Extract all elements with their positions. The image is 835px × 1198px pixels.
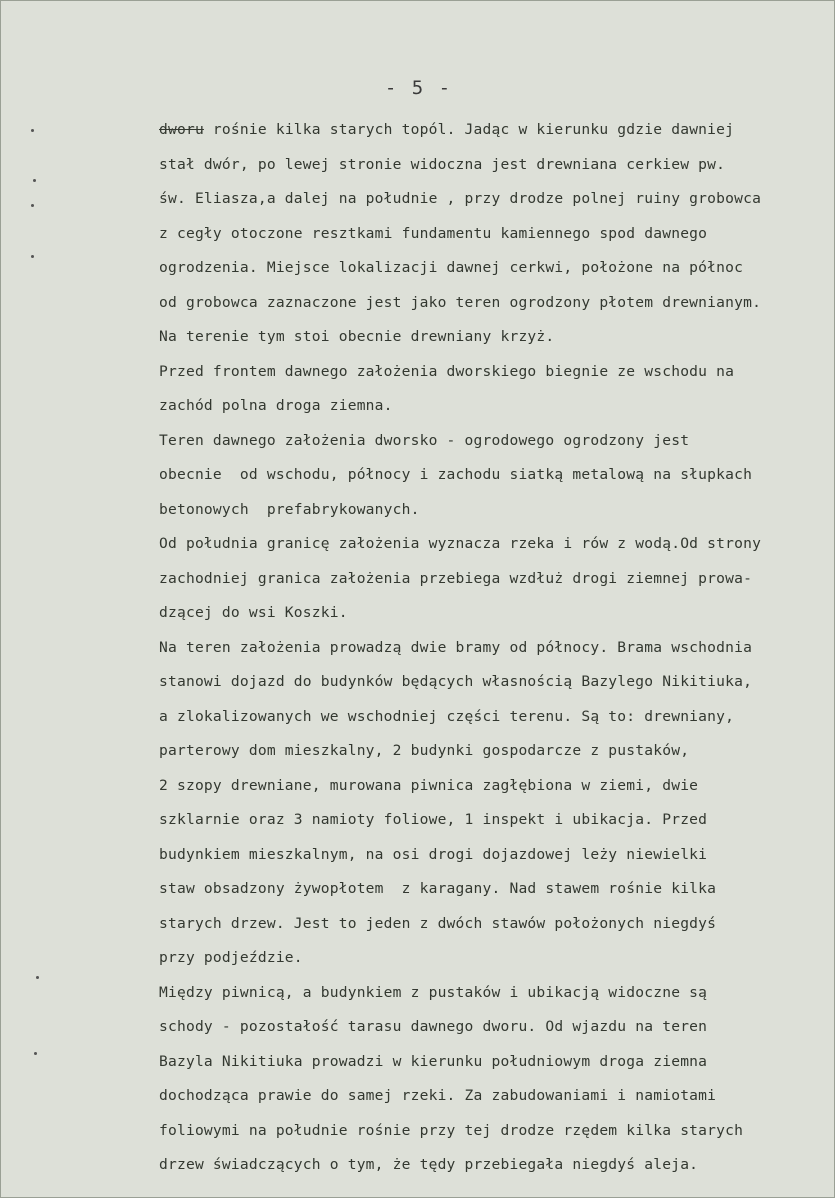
text-line xyxy=(159,251,835,286)
text-line xyxy=(159,286,835,321)
line-text: Na terenie tym stoi obecnie drewniany krzyż. xyxy=(159,328,555,345)
text-line xyxy=(159,700,835,735)
line-text: rośnie kilka starych topól. Jadąc w kierunku gdzie dawniej xyxy=(203,121,735,138)
line-text: Teren dawnego założenia dworsko - ogrodowego ogrodzony jest xyxy=(159,431,690,449)
line-text: ogrodzenia. Miejsce lokalizacji dawnej cerkwi, położone na północ xyxy=(159,259,744,276)
line-text: stanowi dojazd do budynków będących własnością Bazylego Nikitiuka, xyxy=(159,673,753,690)
margin-mark xyxy=(31,255,34,258)
struck-word: dworu xyxy=(159,121,204,138)
line-text: Bazyla Nikitiuka prowadzi w kierunku południowym droga ziemna xyxy=(159,1052,708,1070)
text-line xyxy=(159,596,835,631)
line-text: św. Eliasza,a dalej na południe , przy drodze polnej ruiny grobowca xyxy=(159,190,762,207)
text-line xyxy=(159,217,835,252)
text-line xyxy=(159,976,835,1011)
line-text: z cegły otoczone resztkami fundamentu kamiennego spod dawnego xyxy=(159,224,708,242)
line-text: obecnie od wschodu, północy i zachodu siatką metalową na słupkach xyxy=(159,466,753,483)
line-text: schody - pozostałość tarasu dawnego dworu. Od wjazdu na teren xyxy=(159,1018,708,1035)
text-line xyxy=(159,320,835,355)
line-text: przy podjeździe. xyxy=(159,949,303,966)
body-text xyxy=(159,113,835,1183)
text-line xyxy=(159,1114,835,1149)
margin-mark xyxy=(36,976,39,979)
margin-mark xyxy=(31,204,34,207)
line-text: szklarnie oraz 3 namioty foliowe, 1 inspekt i ubikacja. Przed xyxy=(159,811,708,828)
text-line xyxy=(159,1010,835,1045)
text-line xyxy=(159,562,835,597)
line-text: Od południa granicę założenia wyznacza rzeka i rów z wodą.Od strony xyxy=(159,535,762,552)
text-line xyxy=(159,769,835,804)
text-line xyxy=(159,493,835,528)
line-text: dzącej do wsi Koszki. xyxy=(159,604,348,621)
text-line xyxy=(159,631,835,666)
line-text: drzew świadczących o tym, że tędy przebiegała niegdyś aleja. xyxy=(159,1156,699,1173)
text-line xyxy=(159,1148,835,1183)
line-text: stał dwór, po lewej stronie widoczna jest drewniana cerkiew pw. xyxy=(159,155,726,173)
margin-mark xyxy=(31,129,34,132)
line-text: 2 szopy drewniane, murowana piwnica zagłębiona w ziemi, dwie xyxy=(159,776,699,794)
text-line xyxy=(159,458,835,493)
text-line xyxy=(159,734,835,769)
line-text: betonowych prefabrykowanych. xyxy=(159,500,420,518)
line-text: parterowy dom mieszkalny, 2 budynki gospodarcze z pustaków, xyxy=(159,742,690,759)
line-text: staw obsadzony żywopłotem z karagany. Nad stawem rośnie kilka xyxy=(159,880,717,897)
line-text: starych drzew. Jest to jeden z dwóch stawów położonych niegdyś xyxy=(159,914,717,932)
text-line xyxy=(159,355,835,390)
line-text: dochodząca prawie do samej rzeki. Za zabudowaniami i namiotami xyxy=(159,1087,717,1104)
line-text: a zlokalizowanych we wschodniej części terenu. Są to: drewniany, xyxy=(159,707,735,725)
line-text: budynkiem mieszkalnym, na osi drogi dojazdowej leży niewielki xyxy=(159,845,708,863)
text-line xyxy=(159,1079,835,1114)
text-line xyxy=(159,803,835,838)
text-line xyxy=(159,1045,835,1080)
line-text: zachód polna droga ziemna. xyxy=(159,397,393,414)
text-line xyxy=(159,182,835,217)
text-line xyxy=(159,838,835,873)
text-line xyxy=(159,941,835,976)
margin-mark xyxy=(34,1052,37,1055)
text-line xyxy=(159,907,835,942)
line-text: zachodniej granica założenia przebiega wzdłuż drogi ziemnej prowa- xyxy=(159,569,753,587)
line-text: od grobowca zaznaczone jest jako teren ogrodzony płotem drewnianym. xyxy=(159,293,762,311)
text-line xyxy=(159,527,835,562)
margin-mark xyxy=(33,179,36,182)
text-line xyxy=(159,148,835,183)
text-line xyxy=(159,113,835,148)
text-line xyxy=(159,389,835,424)
line-text: Przed frontem dawnego założenia dworskiego biegnie ze wschodu na xyxy=(159,362,735,380)
line-text: foliowymi na południe rośnie przy tej drodze rzędem kilka starych xyxy=(159,1121,744,1139)
text-line xyxy=(159,424,835,459)
line-text: Między piwnicą, a budynkiem z pustaków i ubikacją widoczne są xyxy=(159,983,708,1001)
text-line xyxy=(159,665,835,700)
line-text: Na teren założenia prowadzą dwie bramy od północy. Brama wschodnia xyxy=(159,638,753,656)
page-number: - 5 - xyxy=(384,77,453,99)
text-line xyxy=(159,872,835,907)
